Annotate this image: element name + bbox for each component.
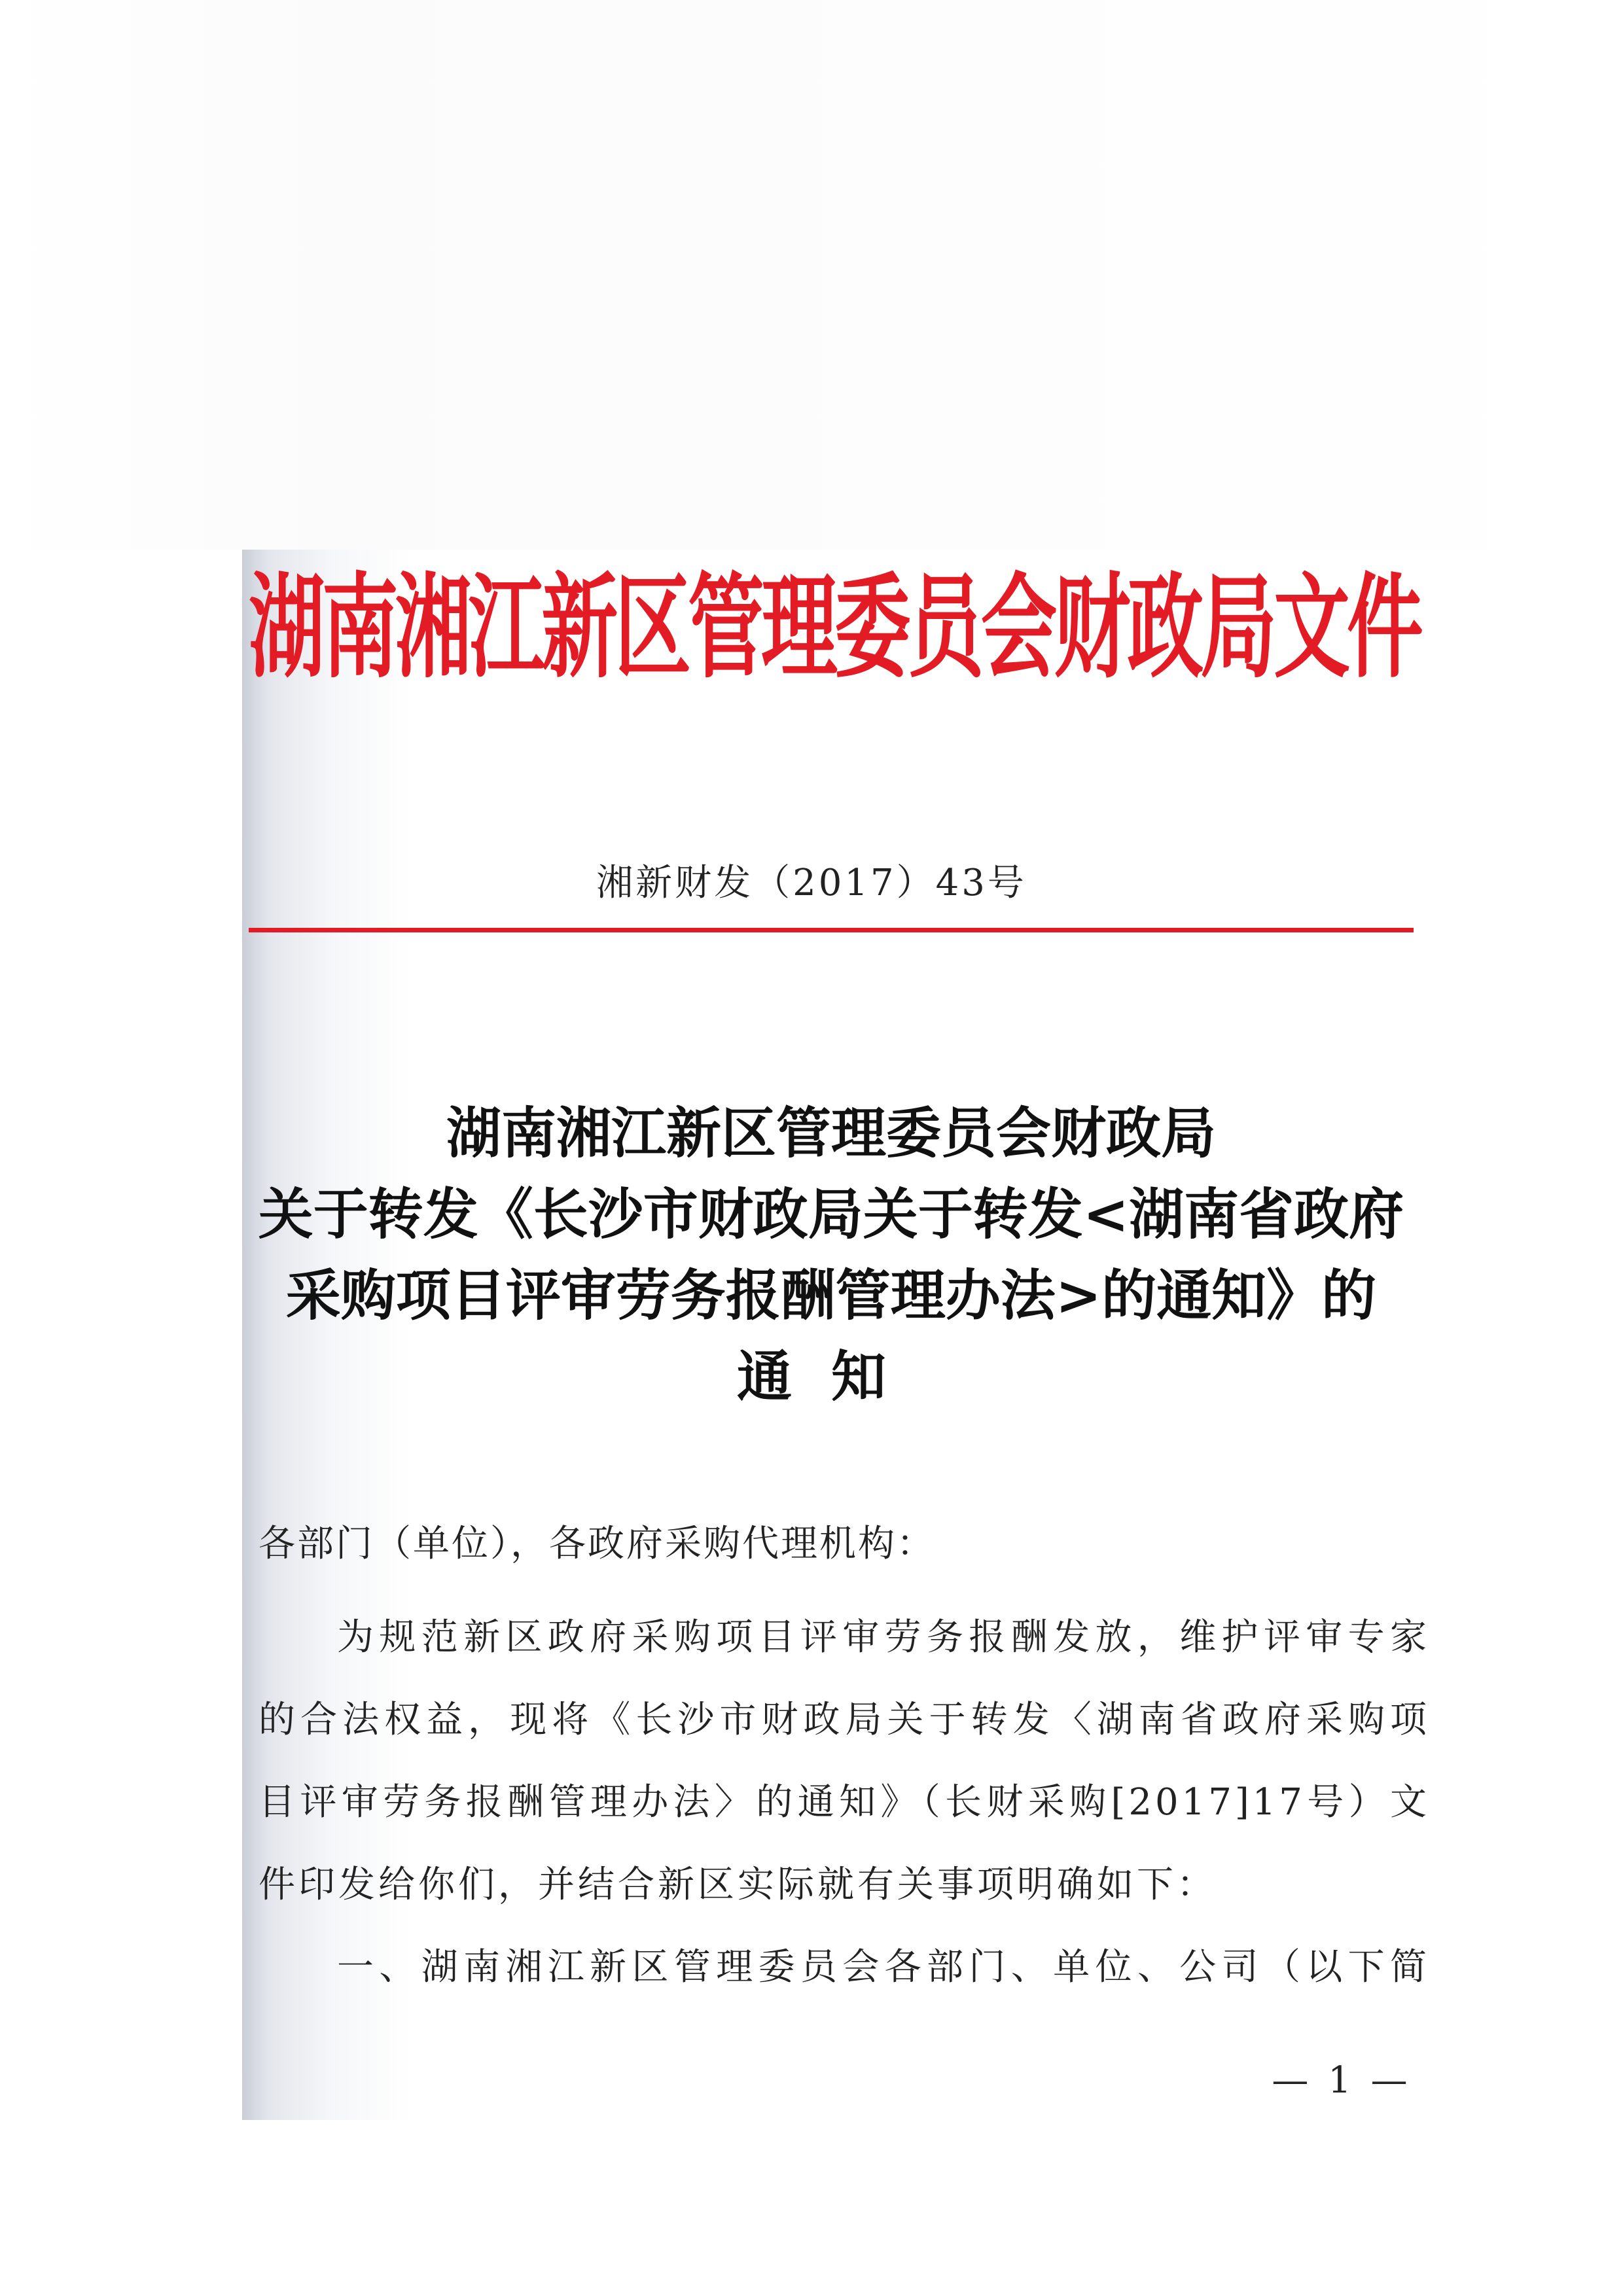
- red-separator-line: [249, 928, 1414, 932]
- title-line-1: 湖南湘江新区管理委员会财政局: [446, 1101, 1216, 1165]
- body-line: 件印发给你们，并结合新区实际就有关事项明确如下：: [259, 1863, 1217, 1906]
- title-line-3: 采购项目评审劳务报酬管理办法>的通知》的: [285, 1263, 1377, 1328]
- body-line: 目评审劳务报酬管理办法〉的通知》（长财采购[2017]17号）文: [259, 1781, 1430, 1824]
- issuer-header-title: 湖南湘江新区管理委员会财政局文件: [249, 562, 1421, 694]
- body-paragraphs: [259, 1597, 1430, 2009]
- title-line-4: 通知: [736, 1344, 925, 1409]
- body-line: 的合法权益，现将《长沙市财政局关于转发〈湖南省政府采购项: [259, 1699, 1430, 1741]
- body-line: 为规范新区政府采购项目评审劳务报酬发放，维护评审专家: [337, 1616, 1430, 1659]
- title-line-2: 关于转发《长沙市财政局关于转发<湖南省政府: [258, 1182, 1404, 1246]
- document-title: [249, 1093, 1414, 1417]
- blank-top-area: [0, 0, 1623, 550]
- page-number: — 1 —: [1272, 2059, 1412, 2102]
- body-line: 一、湖南湘江新区管理委员会各部门、单位、公司（以下简: [337, 1946, 1430, 1988]
- addressee-line: 各部门（单位），各政府采购代理机构：: [259, 1523, 935, 1565]
- document-number: 湘新财发（2017）43号: [596, 862, 1027, 904]
